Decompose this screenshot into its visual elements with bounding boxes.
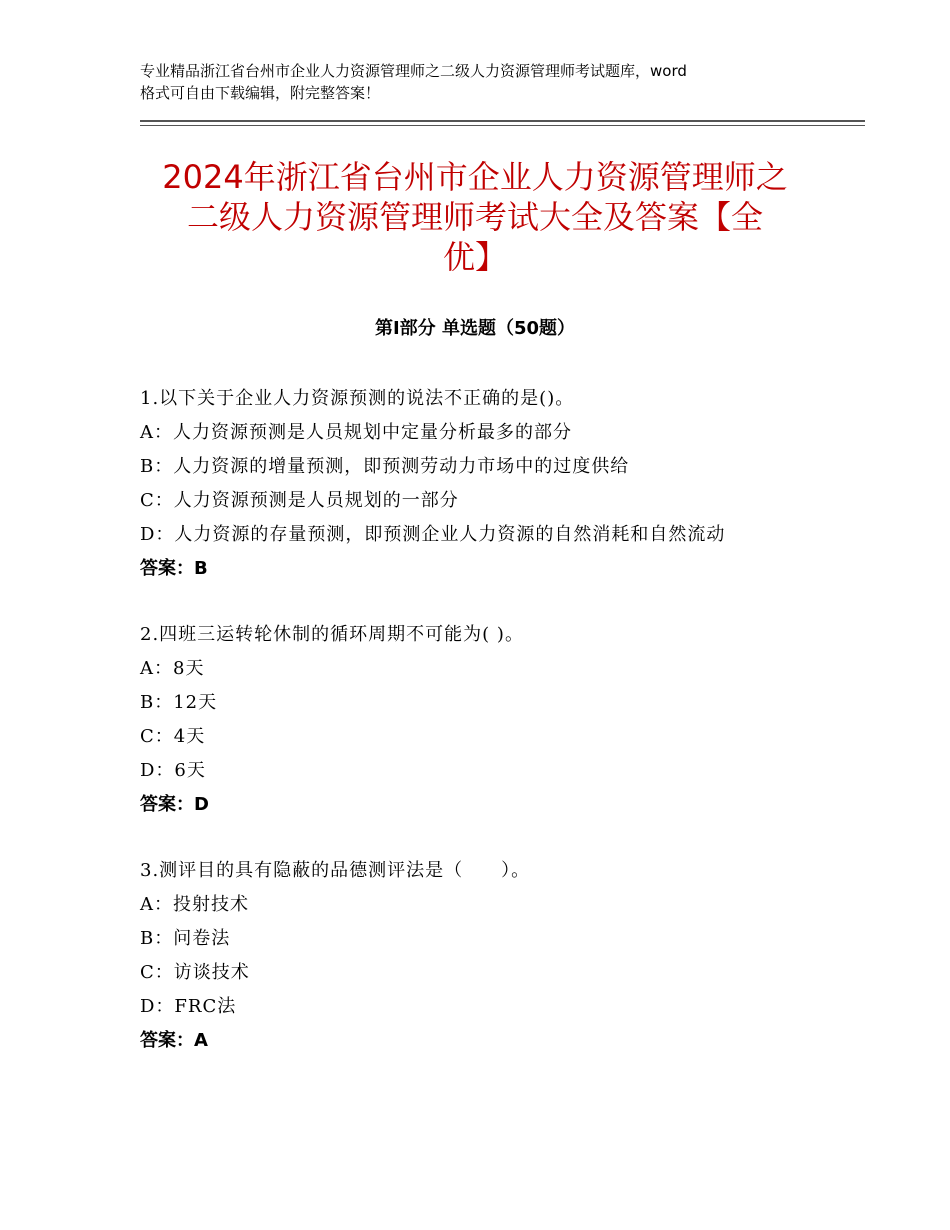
- header-note: [140, 60, 820, 104]
- title-line-1: 2024年浙江省台州市企业人力资源管理师之: [162, 158, 788, 196]
- option-d: D：6天: [140, 760, 206, 781]
- option-d: D：人力资源的存量预测，即预测企业人力资源的自然消耗和自然流动: [140, 524, 726, 545]
- option-b: B：12天: [140, 692, 218, 713]
- header-divider-thin: [140, 125, 865, 126]
- option-a: A：投射技术: [140, 894, 249, 915]
- question-2: [140, 618, 840, 822]
- option-a: A：8天: [140, 658, 205, 679]
- answer: 答案：B: [140, 558, 208, 579]
- answer: 答案：A: [140, 1030, 208, 1051]
- title-line-3: 优】: [442, 238, 507, 276]
- option-a: A：人力资源预测是人员规划中定量分析最多的部分: [140, 422, 572, 443]
- option-d: D：FRC法: [140, 996, 237, 1017]
- answer: 答案：D: [140, 794, 209, 815]
- title-line-2: 二级人力资源管理师考试大全及答案【全: [186, 198, 763, 236]
- header-divider: [140, 120, 865, 122]
- question-list: [140, 382, 840, 1090]
- header-note-line-1: 专业精品浙江省台州市企业人力资源管理师之二级人力资源管理师考试题库，word: [140, 62, 687, 80]
- option-b: B：人力资源的增量预测，即预测劳动力市场中的过度供给: [140, 456, 630, 477]
- question-3: [140, 854, 840, 1058]
- header-note-line-2: 格式可自由下载编辑，附完整答案！: [140, 84, 381, 102]
- question-1: [140, 382, 840, 586]
- option-c: C：4天: [140, 726, 206, 747]
- option-c: C：人力资源预测是人员规划的一部分: [140, 490, 459, 511]
- option-c: C：访谈技术: [140, 962, 250, 983]
- section-title: 第Ⅰ部分 单选题（50题）: [374, 318, 575, 339]
- option-b: B：问卷法: [140, 928, 231, 949]
- question-stem: 2.四班三运转轮休制的循环周期不可能为( )。: [140, 624, 524, 645]
- question-stem: 3.测评目的具有隐蔽的品德测评法是（ ）。: [140, 860, 531, 881]
- document-title: [130, 157, 820, 277]
- question-stem: 1.以下关于企业人力资源预测的说法不正确的是()。: [140, 388, 575, 409]
